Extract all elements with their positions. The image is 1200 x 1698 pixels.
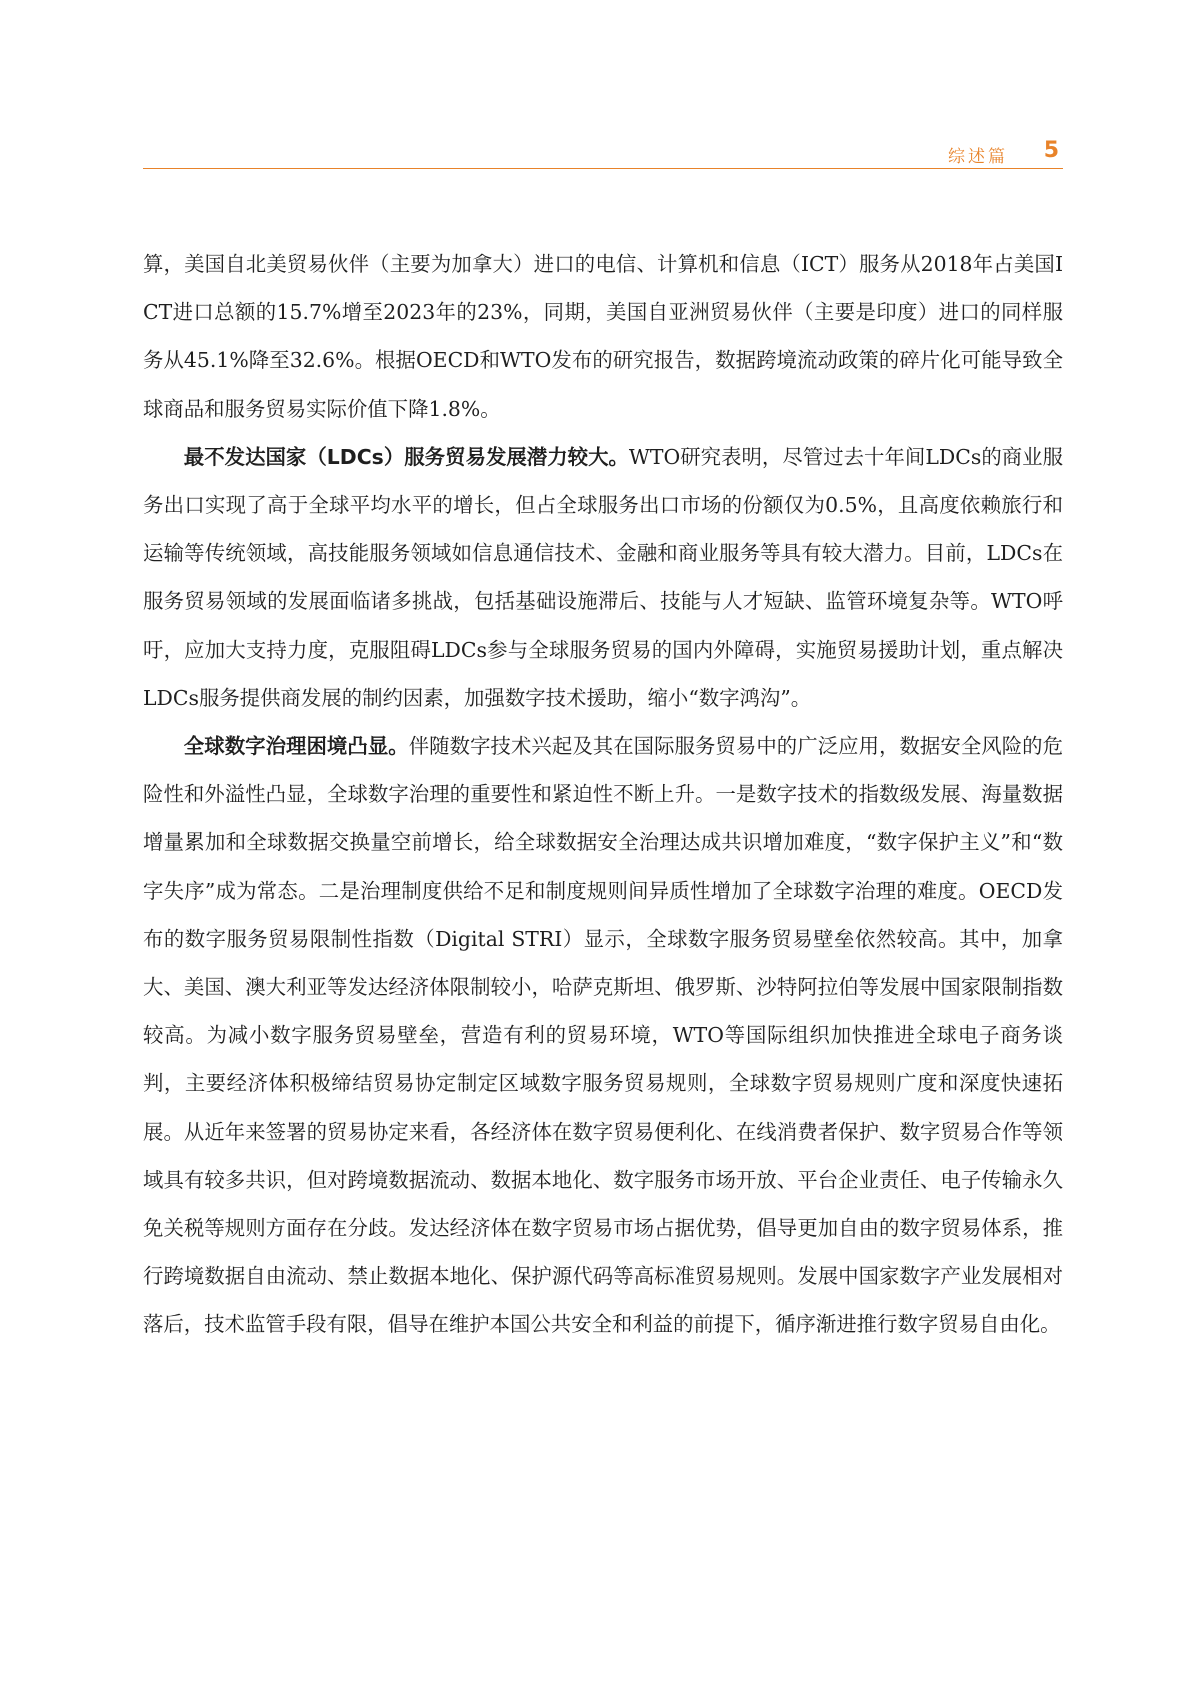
- running-header: [143, 138, 1063, 170]
- header-divider: [143, 168, 1063, 169]
- paragraph-text: WTO研究表明，尽管过去十年间LDCs的商业服务出口实现了高于全球平均水平的增长，但占全球服务出口市场的份额仅为0.5%，且高度依赖旅行和运输等传统领域，高技能服务领域如信息通信技术、金融和商业服务等具有较大潜力。目前，LDCs在服务贸易领域的发展面临诸多挑战，包括基础设施滞后、技能与人才短缺、监管环境复杂等。WTO呼吁，应加大支持力度，克服阻碍LDCs参与全球服务贸易的国内外障碍，实施贸易援助计划，重点解决LDCs服务提供商发展的制约因素，加强数字技术援助，缩小“数字鸿沟”。: [143, 444, 1063, 710]
- page-number: 5: [1043, 138, 1059, 163]
- paragraph-continuation: [143, 240, 1063, 433]
- paragraph-text: 伴随数字技术兴起及其在国际服务贸易中的广泛应用，数据安全风险的危险性和外溢性凸显，全球数字治理的重要性和紧迫性不断上升。一是数字技术的指数级发展、海量数据增量累加和全球数据交换量空前增长，给全球数据安全治理达成共识增加难度，“数字保护主义”和“数字失序”成为常态。二是治理制度供给不足和制度规则间异质性增加了全球数字治理的难度。OECD发布的数字服务贸易限制性指数（Digital STRI）显示，全球数字服务贸易壁垒依然较高。其中，加拿大、美国、澳大利亚等发达经济体限制较小，哈萨克斯坦、俄罗斯、沙特阿拉伯等发展中国家限制指数较高。为减小数字服务贸易壁垒，营造有利的贸易环境，WTO等国际组织加快推进全球电子商务谈判，主要经济体积极缔结贸易协定制定区域数字服务贸易规则，全球数字贸易规则广度和深度快速拓展。从近年来签署的贸易协定来看，各经济体在数字贸易便利化、在线消费者保护、数字贸易合作等领域具有较多共识，但对跨境数据流动、数据本地化、数字服务市场开放、平台企业责任、电子传输永久免关税等规则方面存在分歧。发达经济体在数字贸易市场占据优势，倡导更加自由的数字贸易体系，推行跨境数据自由流动、禁止数据本地化、保护源代码等高标准贸易规则。发展中国家数字产业发展相对落后，技术监管手段有限，倡导在维护本国公共安全和利益的前提下，循序渐进推行数字贸易自由化。: [143, 734, 1064, 1337]
- paragraph-ldcs: [143, 433, 1063, 722]
- paragraph-text: 算，美国自北美贸易伙伴（主要为加拿大）进口的电信、计算机和信息（ICT）服务从2018年占美国ICT进口总额的15.7%增至2023年的23%，同期，美国自亚洲贸易伙伴（主要是印度）进口的同样服务从45.1%降至32.6%。根据OECD和WTO发布的研究报告，数据跨境流动政策的碎片化可能导致全球商品和服务贸易实际价值下降1.8%。: [143, 252, 1063, 421]
- body-text: [143, 240, 1063, 1349]
- paragraph-lead-heading: 全球数字治理困境凸显。: [183, 734, 409, 759]
- section-title: 综述篇: [948, 147, 1008, 167]
- paragraph-lead-heading: 最不发达国家（LDCs）服务贸易发展潜力较大。: [183, 444, 629, 469]
- paragraph-digital-governance: [143, 722, 1063, 1349]
